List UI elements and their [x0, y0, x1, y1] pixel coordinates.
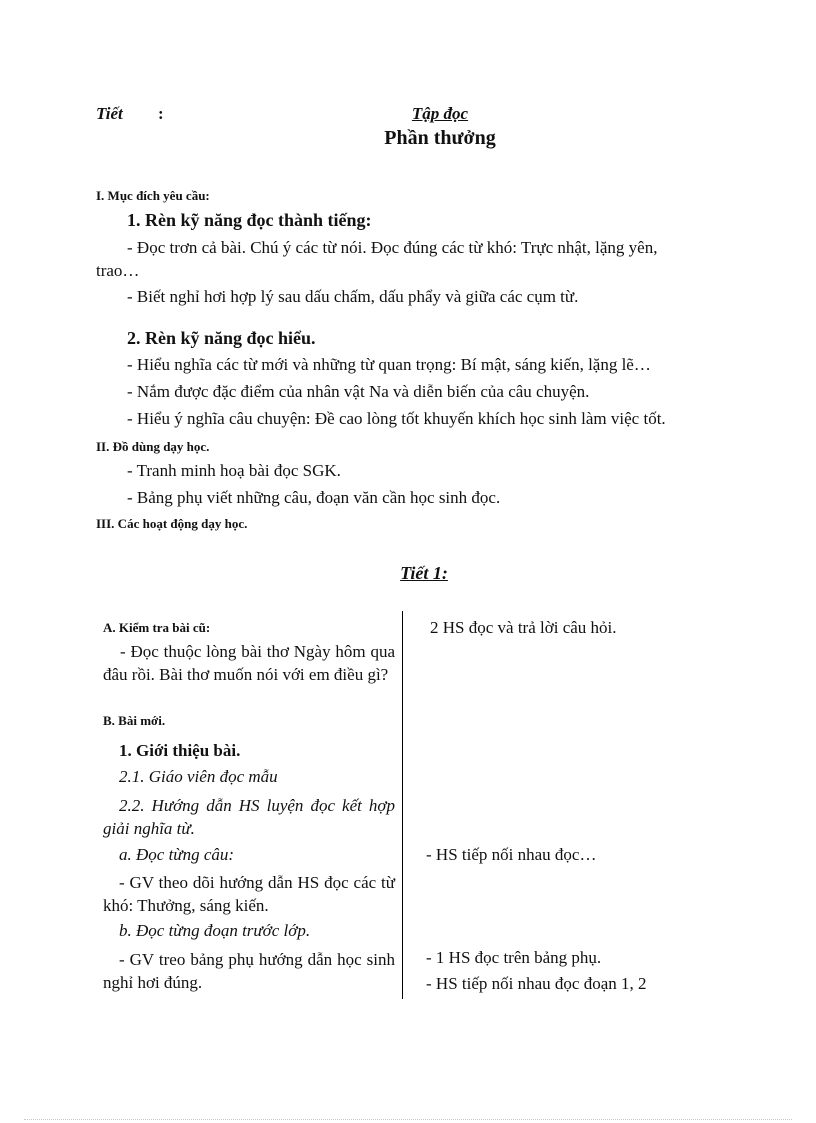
subsection-b-text: - GV treo bảng phụ hướng dẫn học sinh nghỉ hơi đúng.: [103, 950, 395, 992]
subject-label: Tập đọc: [411, 104, 469, 123]
skill-2-line-2: - Nắm được đặc điểm của nhân vật Na và diễn biến của câu chuyện.: [127, 382, 590, 401]
skill-1-line-1-cont: trao…: [96, 261, 140, 280]
lesson-title: Phần thưởng: [384, 127, 496, 149]
section-2-heading: II. Đồ dùng dạy học.: [96, 439, 210, 454]
subsection-2-2: 2.2. Hướng dẫn HS luyện đọc kết hợp giải nghĩa từ.: [103, 796, 395, 838]
materials-line-1: - Tranh minh hoạ bài đọc SGK.: [127, 461, 341, 480]
activity-response-4: - HS tiếp nối nhau đọc đoạn 1, 2: [426, 974, 647, 993]
new-lesson-heading: B. Bài mới.: [103, 713, 166, 728]
skill-1-line-1: - Đọc trơn cả bài. Chú ý các từ nói. Đọc đúng các từ khó: Trực nhật, lặng yên,: [127, 238, 658, 257]
subsection-2-1: 2.1. Giáo viên đọc mẫu: [119, 767, 278, 786]
check-old-lesson-heading: A. Kiểm tra bài cũ:: [103, 620, 211, 635]
period-title: Tiết 1:: [400, 563, 448, 583]
skill-2-line-3: - Hiểu ý nghĩa câu chuyện: Đề cao lòng tốt khuyến khích học sinh làm việc tốt.: [127, 409, 666, 428]
column-divider: [402, 611, 403, 999]
subsection-a-text: - GV theo dõi hướng dẫn HS đọc các từ khó: Thưởng, sáng kiến.: [103, 873, 395, 915]
activity-response-3: - 1 HS đọc trên bảng phụ.: [426, 948, 602, 967]
section-1-heading: I. Mục đích yêu cầu:: [96, 188, 210, 203]
period-label: Tiết: [96, 104, 123, 123]
period-colon: :: [158, 104, 164, 123]
activity-response-2: - HS tiếp nối nhau đọc…: [426, 845, 597, 864]
materials-line-2: - Bảng phụ viết những câu, đoạn văn cần học sinh đọc.: [127, 488, 501, 507]
intro-heading: 1. Giới thiệu bài.: [119, 741, 241, 760]
subsection-b: b. Đọc từng đoạn trước lớp.: [119, 921, 311, 940]
skill-2-title: 2. Rèn kỹ năng đọc hiểu.: [127, 328, 316, 348]
page-border: [24, 1119, 792, 1120]
activity-response-1: 2 HS đọc và trả lời câu hỏi.: [430, 618, 617, 637]
skill-2-line-1: - Hiểu nghĩa các từ mới và những từ quan trọng: Bí mật, sáng kiến, lặng lẽ…: [127, 355, 651, 374]
skill-1-title: 1. Rèn kỹ năng đọc thành tiếng:: [127, 210, 372, 230]
subsection-a: a. Đọc từng câu:: [119, 845, 235, 864]
section-3-heading: III. Các hoạt động dạy học.: [96, 516, 248, 531]
skill-1-line-2: - Biết nghỉ hơi hợp lý sau dấu chấm, dấu phẩy và giữa các cụm từ.: [127, 287, 579, 306]
check-old-lesson-text: - Đọc thuộc lòng bài thơ Ngày hôm qua đâu rồi. Bài thơ muốn nói với em điều gì?: [103, 642, 395, 684]
